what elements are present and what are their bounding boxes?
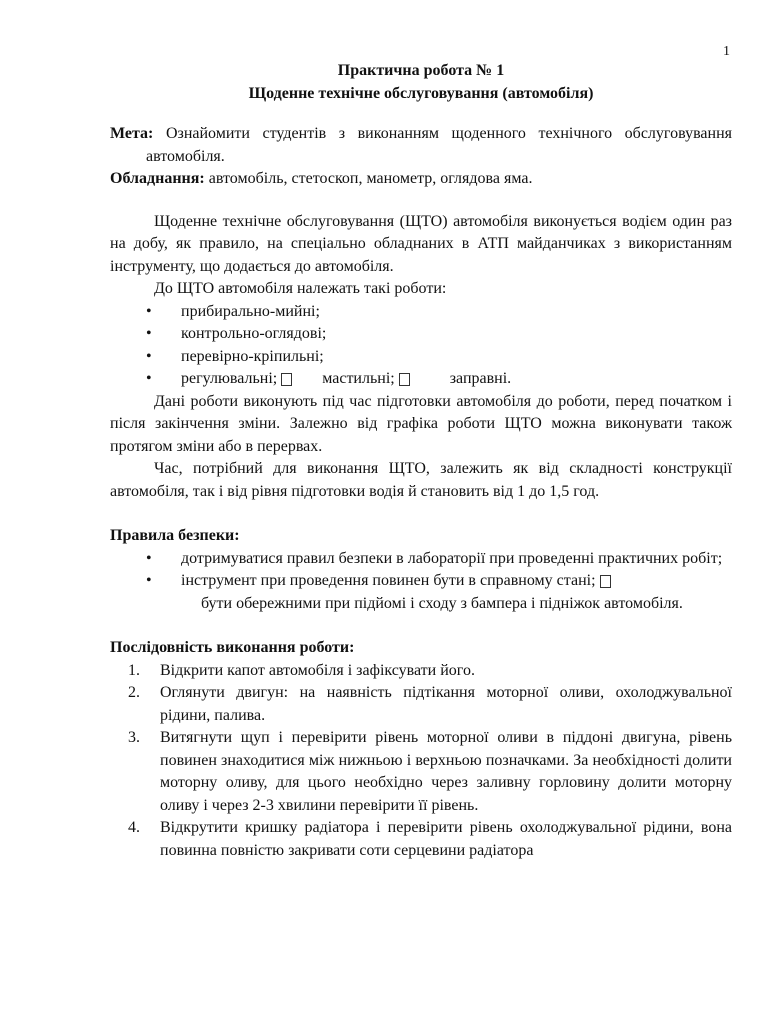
list-item: • інструмент при проведення повинен бути в справному стані; бути обережними при підйомі і сходу з бампера і підніжок автомобіля. [146,572,683,612]
bullet-icon: • [146,302,152,320]
document-body [110,60,732,862]
list-item: • перевірно-кріпильні; [110,346,732,369]
list-item: • дотримуватися правил безпеки в лабораторії при проведенні практичних робіт; [110,548,732,571]
safety-list [110,548,732,616]
bullet-icon: • [146,549,152,567]
title-line-2: Щоденне технічне обслуговування (автомобіля) [248,84,594,102]
list-item: 4. Відкрутити кришку радіатора і перевірити рівень охолоджувальної рідини, вона повинна повністю закривати соти серцевини радіатора [128,819,732,859]
intro-paragraph-3: Дані роботи виконують під час підготовки автомобіля до роботи, перед початком і після закінчення зміни. Залежно від графіка роботи ЩТО можна виконувати також протягом зміни або в перервах. [110,392,732,455]
safety-heading: Правила безпеки: [110,527,240,544]
bullet-icon: • [146,347,152,365]
list-item: 1. Відкрити капот автомобіля і зафіксувати його. [128,661,475,679]
goal-paragraph [110,123,732,168]
list-item: • регулювальні; мастильні; заправні. [110,368,732,391]
page-number: 1 [723,44,730,59]
bullet-icon: • [146,370,152,387]
bullet-icon: • [146,572,152,589]
procedure-heading: Послідовність виконання роботи: [110,639,355,656]
title-line-1: Практична робота № 1 [337,62,505,79]
equipment-paragraph [110,168,732,191]
list-item: 2. Оглянути двигун: на наявність підтікання моторної оливи, охолоджувальної рідини, палива. [128,684,732,724]
goal-label: Мета: [110,125,154,142]
works-list [110,301,732,391]
equipment-label: Обладнання: [110,170,205,187]
intro-paragraph-2: До ЩТО автомобіля належать такі роботи: [154,280,447,297]
bullet-icon: • [146,325,152,342]
list-item: 3. Витягнути щуп і перевірити рівень моторної оливи в піддоні двигуна, рівень повинен знаходитися між нижньою і верхньою позначками. За необхідності долити моторну оливу, для цього необхідно через заливну горловину долити моторну оливу і через 2-3 хвилини перевірити її рівень. [128,729,732,814]
goal-text: Ознайомити студентів з виконанням щоденного технічного обслуговування автомобіля. [146,125,733,165]
missing-glyph-icon [399,373,410,386]
missing-glyph-icon [600,575,611,588]
equipment-text: автомобіль, стетоскоп, манометр, оглядова яма. [208,170,533,187]
list-item: • контрольно-оглядові; [110,323,732,346]
missing-glyph-icon [281,373,292,386]
list-item: • прибирально-мийні; [110,301,732,324]
intro-paragraph-4: Час, потрібний для виконання ЩТО, залежить як від складності конструкції автомобіля, так і від рівня підготовки водія й становить від 1 до 1,5 год. [110,460,732,500]
intro-paragraph-1: Щоденне технічне обслуговування (ЩТО) автомобіля виконується водієм один раз на добу, як правило, на спеціально обладнаних в АТП майданчиках з використанням інструменту, що додається до автомобіля. [110,212,732,275]
procedure-list [110,660,732,863]
